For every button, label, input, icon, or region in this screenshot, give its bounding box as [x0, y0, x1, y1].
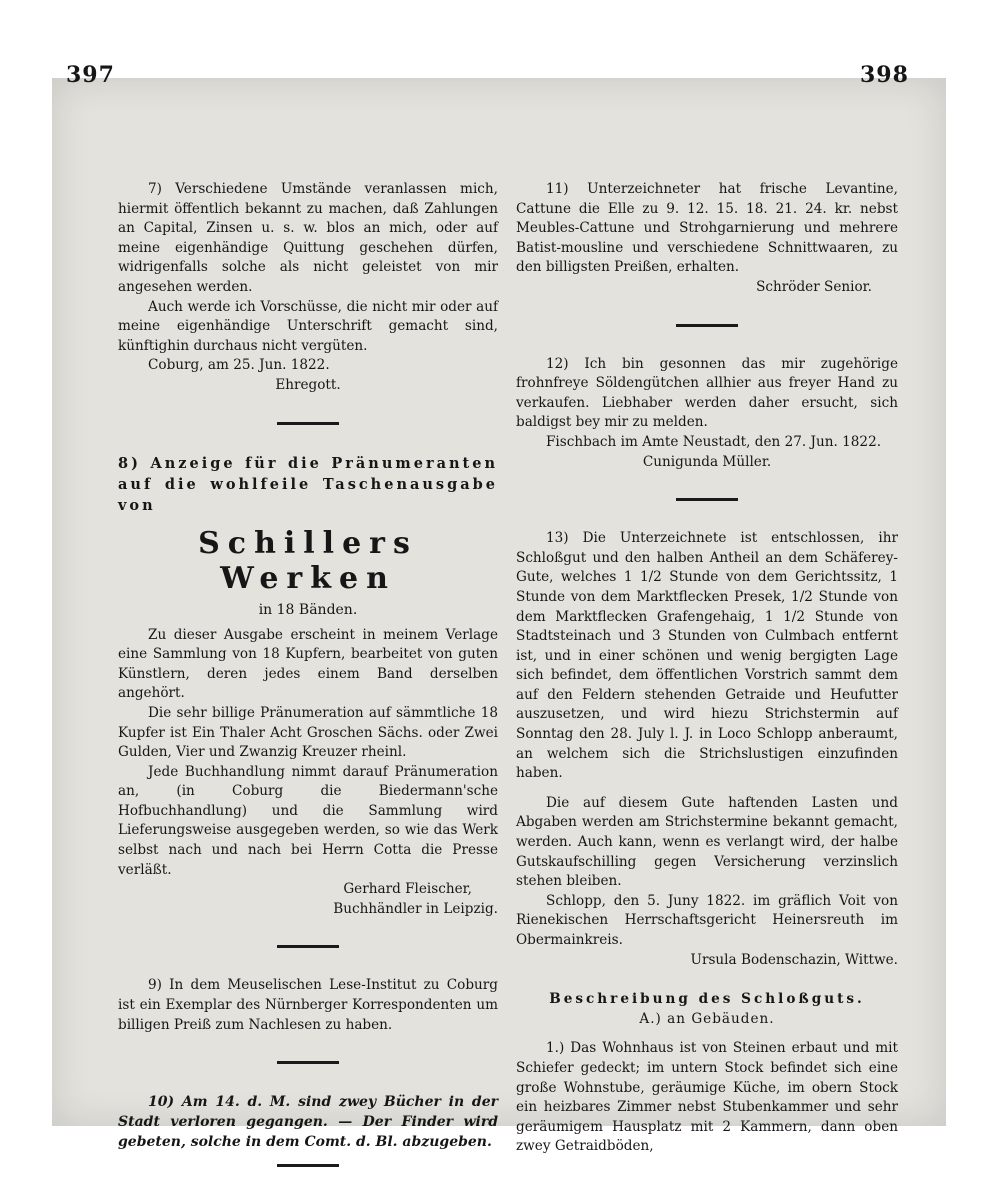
item11-text: 11) Unterzeichneter hat frische Levantine, Cattune die Elle zu 9. 12. 15. 18. 21. 24. kr. nebst Meubles-Cattune und Strohgarnierung und mehrere Batist-mousline und verschiedene Schnittwaaren, zu den billigsten Preißen, erhalten.	[516, 181, 898, 276]
item8-signature-title: Buchhändler in Leipzig.	[333, 900, 498, 917]
divider-rule	[676, 498, 738, 501]
divider-rule	[277, 1061, 339, 1064]
divider-rule	[277, 422, 339, 425]
left-column	[118, 180, 498, 1195]
item8-subtitle: in 18 Bänden.	[258, 601, 358, 618]
right-column	[516, 180, 898, 1157]
item7-signature: Ehregott.	[275, 376, 341, 393]
item7-place-date: Coburg, am 25. Jun. 1822.	[148, 357, 330, 374]
description-item-1: 1.) Das Wohnhaus ist von Steinen erbaut und mit Schiefer gedeckt; im untern Stock befindet sich eine große Wohnstube, geräumige Küche, im obern Stock ein heizbares Zimmer nebst Stubenkammer und sehr geräumigem Hausplatz mit 2 Kammern, dann oben zwey Getraidböden,	[516, 1040, 898, 1155]
item8-paragraph-2: Die sehr billige Pränumeration auf sämmtliche 18 Kupfer ist Ein Thaler Acht Groschen Sächs. oder Zwei Gulden, Vier und Zwanzig Kreuzer rheinl.	[118, 704, 498, 761]
item10-text: 10) Am 14. d. M. sind zwey Bücher in der Stadt verloren gegangen. — Der Finder wird gebeten, solche in dem Comt. d. Bl. abzugeben.	[118, 1094, 498, 1151]
item11-signature: Schröder Senior.	[756, 278, 872, 295]
item13-paragraph-1: 13) Die Unterzeichnete ist entschlossen, ihr Schloßgut und den halben Antheil an dem Schäferey-Gute, welches 1 1/2 Stunde von dem Gerichtssitz, 1 Stunde von dem Marktflecken Presek, 1/2 Stunde von dem Marktflecken Grafengehaig, 1 1/2 Stunde von Stadtsteinach und 3 Stunden von Culmbach entfernt ist, und in einer schönen und wenig bergigten Lage sich befindet, dem öffentlichen Vorstrich sammt dem auf den Feldern stehenden Getraide und Heufutter auszusetzen, und wird hiezu Strichstermin auf Sonntag den 28. July l. J. in Loco Schlopp anberaumt, an welchem sich die Strichslustigen einzufinden haben.	[516, 530, 898, 782]
item8-signature-name: Gerhard Fleischer,	[343, 881, 472, 898]
item12-place-date: Fischbach im Amte Neustadt, den 27. Jun. 1822.	[546, 433, 882, 450]
item9-text: 9) In dem Meuselischen Lese-Institut zu Coburg ist ein Exemplar des Nürnberger Korrespondenten um billigen Preiß zum Nachlesen zu haben.	[118, 977, 498, 1033]
item12-text: 12) Ich bin gesonnen das mir zugehörige frohnfreye Söldengütchen allhier aus freyer Hand zu verkaufen. Liebhaber werden daher ersucht, sich baldigst bey mir zu melden.	[516, 355, 898, 431]
divider-rule	[277, 1164, 339, 1167]
item8-paragraph-3: Jede Buchhandlung nimmt darauf Pränumeration an, (in Coburg die Biedermann'sche Hofbuchhandlung) und die Sammlung wird Lieferungsweise ausgegeben werden, so wie das Werk selbst nach und nach bei Herrn Cotta die Presse verläßt.	[118, 763, 498, 878]
divider-rule	[277, 945, 339, 948]
divider-rule	[676, 324, 738, 327]
item13-paragraph-2: Die auf diesem Gute haftenden Lasten und Abgaben werden am Strichstermine bekannt gemacht, werden. Auch kann, wenn es verlangt wird, der halbe Gutskaufschilling gegen Versicherung verzinslich stehen bleiben.	[516, 794, 898, 890]
description-subheading: A.) an Gebäuden.	[639, 1010, 775, 1027]
description-heading: Beschreibung des Schloßguts.	[549, 991, 865, 1008]
page-number-right: 398	[860, 62, 909, 88]
item8-heading: 8) Anzeige für die Pränumeranten auf die wohlfeile Taschenausgabe von	[118, 454, 498, 514]
item12-signature: Cunigunda Müller.	[642, 453, 772, 470]
item8-title: Schillers Werken	[198, 525, 418, 596]
item13-place-date: Schlopp, den 5. Juny 1822. im gräflich Voit von Rienekischen Herrschaftsgericht Heinersreuth im Obermainkreis.	[516, 892, 898, 948]
item7-paragraph-2: Auch werde ich Vorschüsse, die nicht mir oder auf meine eigenhändige Unterschrift gemacht sind, künftighin durchaus nicht vergüten.	[118, 298, 498, 354]
item13-signature: Ursula Bodenschazin, Wittwe.	[690, 951, 898, 968]
item8-paragraph-1: Zu dieser Ausgabe erscheint in meinem Verlage eine Sammlung von 18 Kupfern, bearbeitet von guten Künstlern, deren jedes einem Band derselben angehört.	[118, 626, 498, 702]
item7-paragraph-1: 7) Verschiedene Umstände veranlassen mich, hiermit öffentlich bekannt zu machen, daß Zahlungen an Capital, Zinsen u. s. w. blos an mich, oder auf meine eigenhändige Quittung geschehen dürfen, widrigenfalls solche als nicht geleistet von mir angesehen werden.	[118, 181, 498, 295]
page-number-left: 397	[66, 62, 115, 88]
